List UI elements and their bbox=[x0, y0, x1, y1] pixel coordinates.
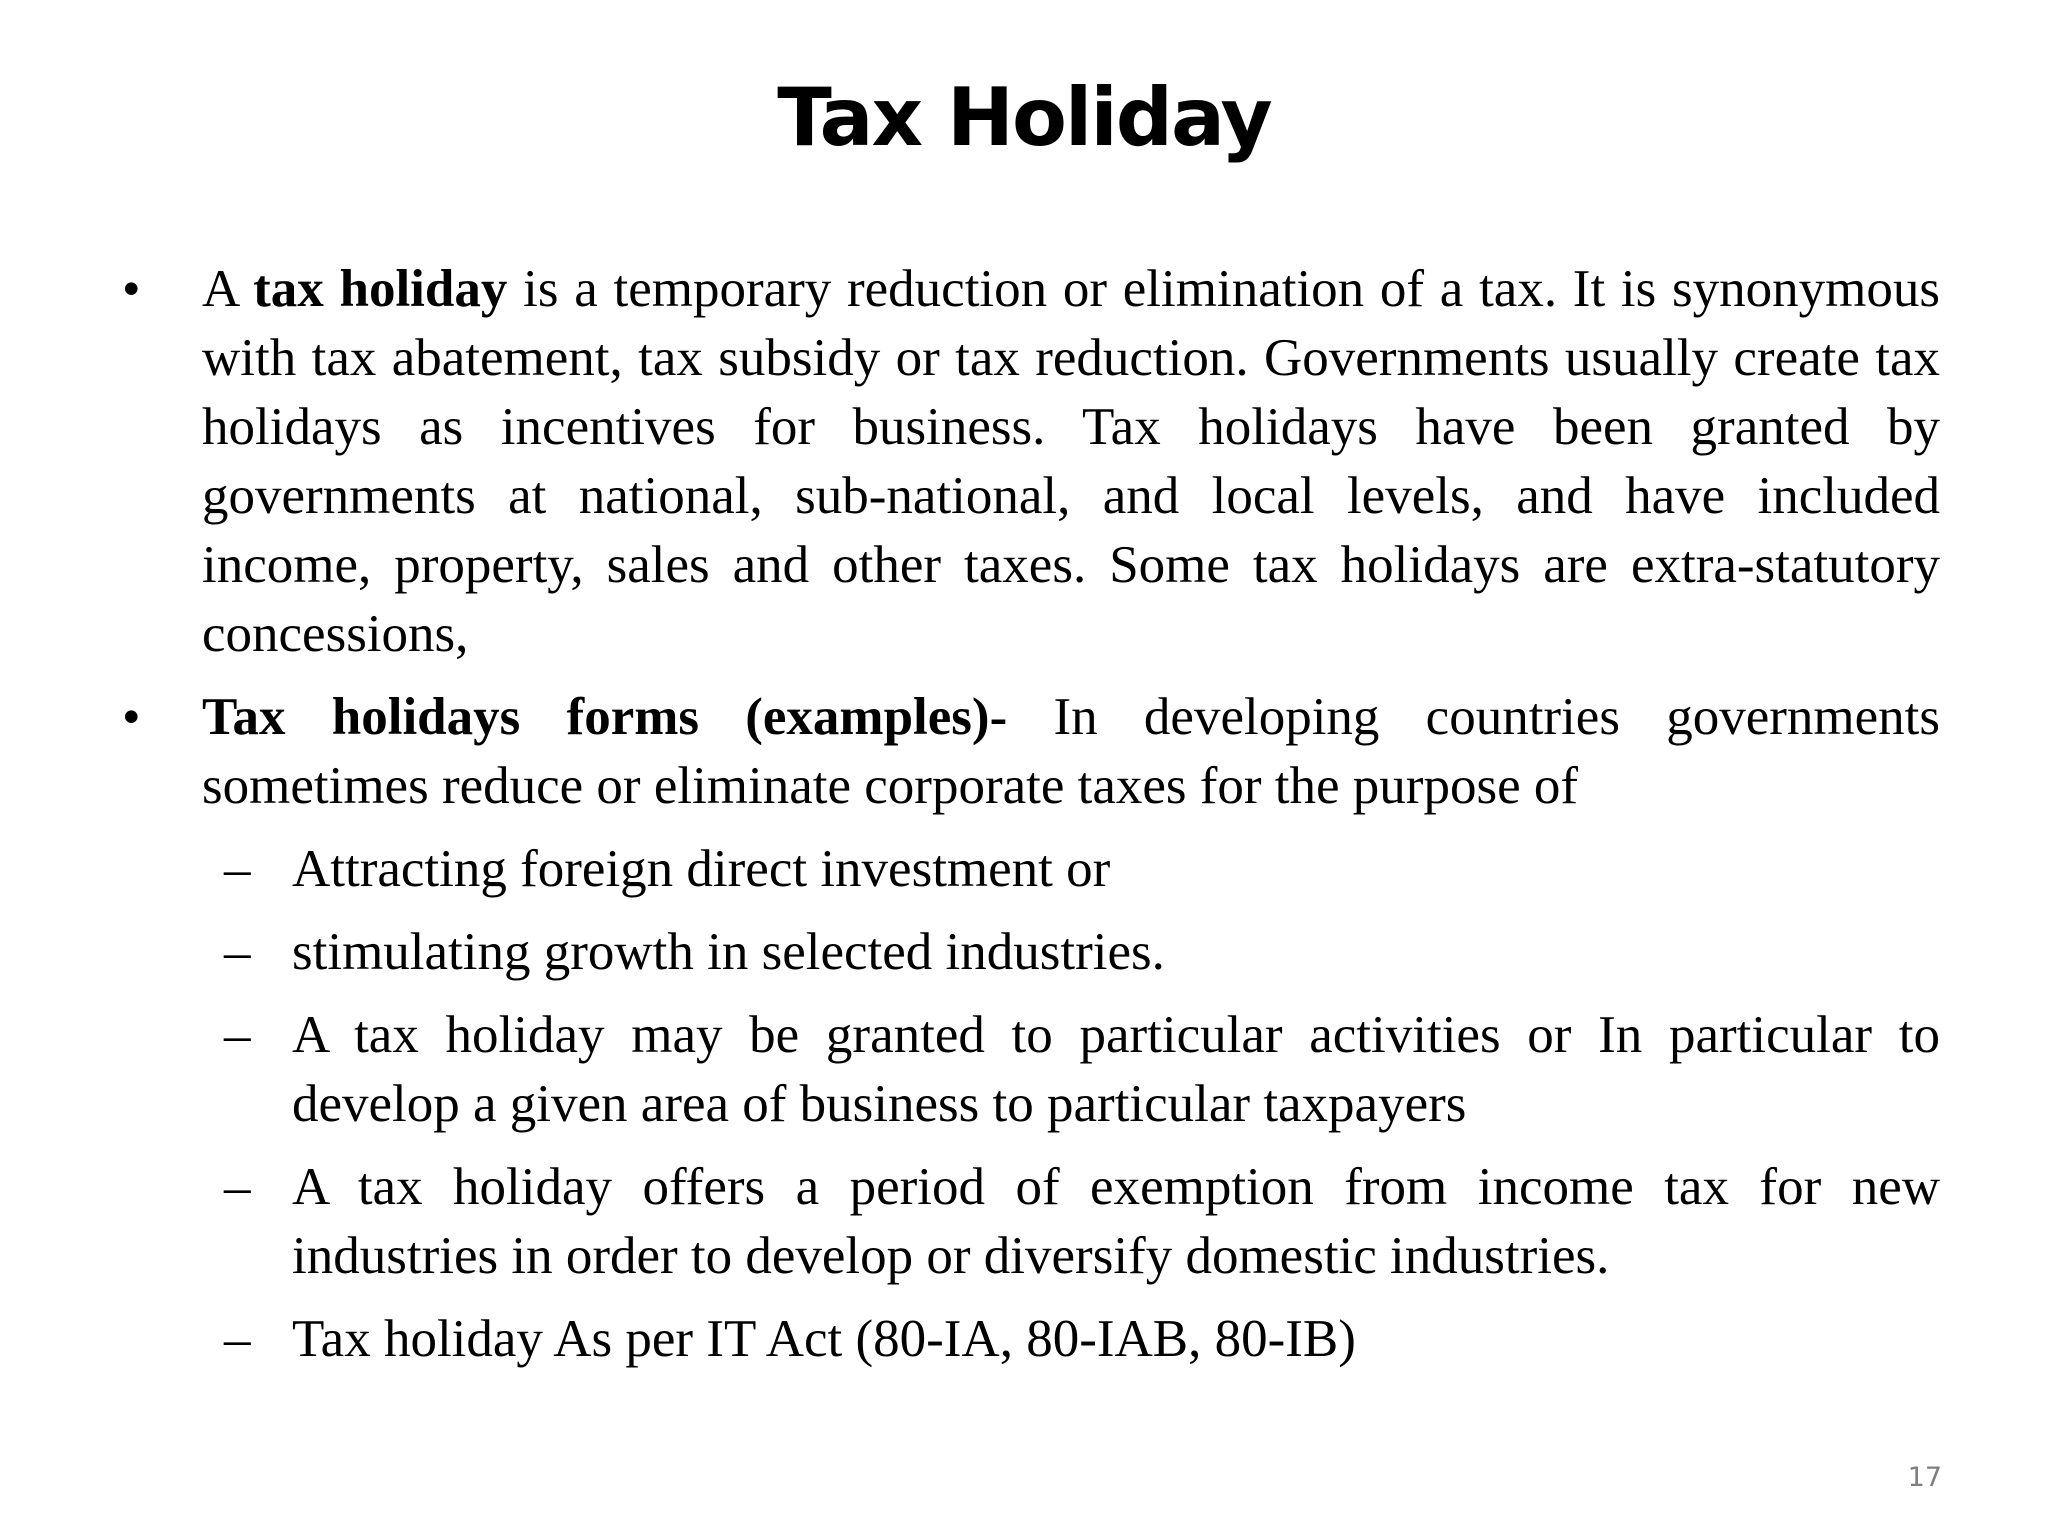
bullet-lead-text: A bbox=[202, 260, 254, 318]
sub-bullet-text: Tax holiday As per IT Act (80-IA, 80-IAB, 80-IB) bbox=[292, 1310, 1356, 1368]
sub-bullet-text: A tax holiday may be granted to particular activities or In particular to develop a given area of business to particular taxpayers bbox=[292, 1006, 1940, 1133]
sub-bullet-marker: – bbox=[224, 1158, 251, 1216]
bullet-item bbox=[120, 255, 1940, 669]
bullet-bold-term: Tax holidays forms (examples)- bbox=[202, 688, 1008, 746]
sub-bullet-marker: – bbox=[224, 1006, 251, 1064]
page-number: 17 bbox=[1907, 1462, 1942, 1493]
bullet-item bbox=[120, 683, 1940, 821]
slide-body bbox=[120, 255, 1940, 1388]
sub-bullet-marker: – bbox=[224, 923, 251, 981]
sub-bullet-item bbox=[120, 1305, 1940, 1374]
sub-bullet-text: A tax holiday offers a period of exemption from income tax for new industries in order to develop or diversify domestic industries. bbox=[292, 1158, 1940, 1285]
sub-bullet-text: Attracting foreign direct investment or bbox=[292, 840, 1111, 898]
sub-bullet-text: stimulating growth in selected industries. bbox=[292, 923, 1165, 981]
bullet-marker: • bbox=[122, 260, 141, 318]
bullet-text: In developing countries governments sometimes reduce or eliminate corporate taxes for the purpose of bbox=[202, 688, 1940, 815]
bullet-marker: • bbox=[122, 688, 141, 746]
slide-title: Tax Holiday bbox=[777, 71, 1271, 164]
sub-bullet-item bbox=[120, 1001, 1940, 1139]
bullet-bold-term: tax holiday bbox=[253, 260, 508, 318]
sub-bullet-marker: – bbox=[224, 1310, 251, 1368]
sub-bullet-item bbox=[120, 1153, 1940, 1291]
sub-bullet-marker: – bbox=[224, 840, 251, 898]
sub-bullet-item bbox=[120, 918, 1940, 987]
sub-bullet-item bbox=[120, 835, 1940, 904]
bullet-text: is a temporary reduction or elimination of a tax. It is synonymous with tax abatement, tax subsidy or tax reduction. Governments usually create tax holidays as incentives for business. Tax holidays have been granted by governments at national, sub-national, and local levels, and have included income, property, sales and other taxes. Some tax holidays are extra-statutory concessions, bbox=[202, 260, 1940, 663]
